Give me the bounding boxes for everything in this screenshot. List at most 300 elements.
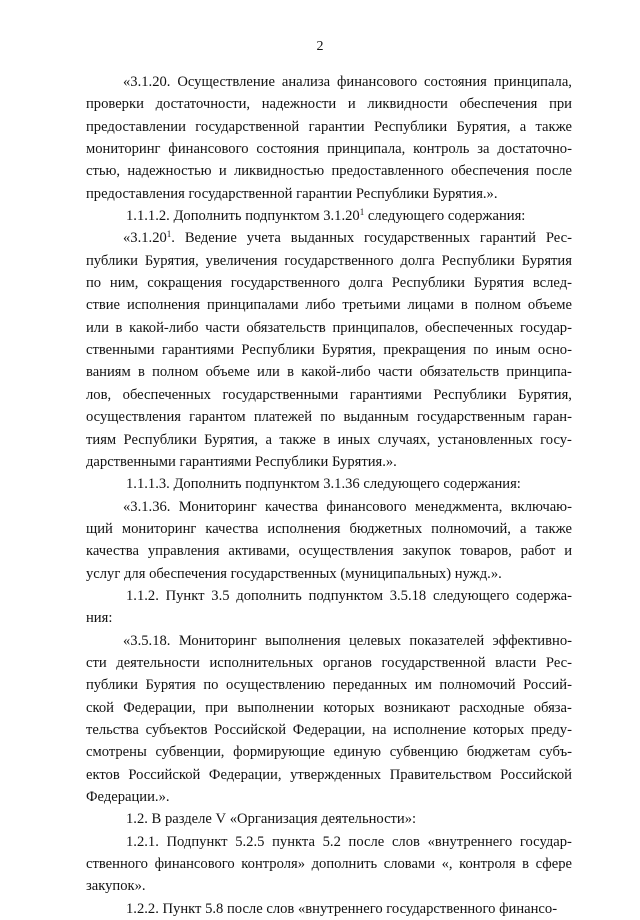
word: ваниям [86,364,131,381]
word: «3.1.36. [123,498,171,515]
word: управления [147,543,220,560]
word: надежности [261,96,337,113]
word: Российской [128,766,201,783]
word: 1.2.1. [126,833,159,850]
word: дополнить [311,856,378,873]
word: государственным [416,409,525,426]
word: «внутреннего [427,833,513,850]
word: а [265,431,272,448]
word: контроля [459,856,516,873]
word: исполнительных [209,654,314,671]
word: единую [333,744,382,761]
paragraph-p-3-1-20 [86,71,572,205]
word: за [477,141,490,158]
word: по [320,409,336,426]
text-line [86,406,572,428]
word: дополнить [236,587,302,604]
text-line [86,518,572,540]
text-line [86,160,572,182]
word: органов [322,654,372,671]
word: подпунктом [308,587,383,604]
word: государственными [222,386,339,403]
word: Мониторинг [178,632,257,649]
word: Бурятия [473,275,525,292]
word: сфере [535,856,572,873]
word: контроля» [241,856,306,873]
word: Рес- [545,230,572,247]
paragraph-p-1-1-1-3 [86,473,572,495]
word: качества [86,543,139,560]
word: Рес- [545,654,572,671]
word: осно- [537,342,572,359]
word: либо [305,297,336,314]
word: следующего [367,208,445,225]
word: осуществления [298,543,394,560]
word: ственного [86,856,148,873]
word: эффективно- [492,632,572,649]
word: показателей [409,632,485,649]
word: ствие [86,297,121,314]
word: деятельности [116,654,200,671]
word: бюджетных [349,520,423,537]
word: слов [266,900,295,917]
word: и [218,163,227,180]
word: государственных [230,565,337,582]
word: Бурятия.». [432,185,498,202]
word: государственных [364,230,471,247]
text-line [86,384,572,406]
paragraph-p-1-1-2 [86,585,572,630]
text-line [86,898,572,920]
word: Республики [391,275,465,292]
word: 5.2.5 [235,833,265,850]
text-line [86,674,572,696]
word: 3.1.36 [323,476,360,493]
word: V [215,811,227,828]
text-line [86,741,572,763]
word: качества [265,498,319,515]
paragraph-p-3-1-36 [86,496,572,585]
word: для [124,565,146,582]
word: Подпункт [166,833,228,850]
text-line [86,473,572,495]
word: гарантом [189,409,246,426]
text-line [86,563,572,585]
word: финансового [168,141,249,158]
word: сти [86,654,107,671]
text-line [86,496,572,518]
word: словами [383,856,436,873]
word: полном [474,297,521,314]
word: лицами [407,297,454,314]
word: государственной [188,185,293,202]
word: Пункт [165,587,205,604]
text-line [86,339,572,361]
word: иных [337,431,371,448]
word: Бурятия.». [332,453,397,470]
word: ской [86,699,114,716]
word: Бурятия, [518,386,572,403]
word: формирующие [233,744,325,761]
word: финансового [326,498,407,515]
word: также [279,431,316,448]
word: ликвидностью [233,163,325,180]
word: субъ- [539,744,572,761]
word: принципала, [327,141,406,158]
word: ним, [109,275,139,292]
word: Бурятия [521,252,572,269]
text-line [86,138,572,160]
word: Пункт [162,900,202,917]
word: а [519,118,527,135]
word: разделе [164,811,212,828]
word: исполнения [126,297,201,314]
word: содержа- [516,587,572,604]
word: части [377,364,413,381]
word: ектов [86,766,120,783]
word: долга [400,252,435,269]
word: обеспечения [459,96,538,113]
word: щий [86,520,113,537]
word: выданным [343,409,409,426]
word: им [414,677,432,694]
word: расходные [459,699,525,716]
text-line [86,227,572,249]
text-line [86,116,572,138]
word: гарантиями [349,386,422,403]
word: которых [472,721,525,738]
word: по [473,342,489,359]
word: гарантии [296,185,353,202]
word: предоставления [86,185,185,202]
word: после [348,833,385,850]
word: обязательств [419,364,500,381]
word: при [549,96,572,113]
word: субвенцию [389,744,459,761]
word: ственными [86,342,155,359]
word: надежностью [127,163,212,180]
word: полном [152,364,199,381]
word: финансового [154,856,235,873]
text-line [86,317,572,339]
word: субвенции, [155,744,225,761]
word: полномочий, [431,520,511,537]
word: или [86,319,109,336]
word: гарантиями [162,342,235,359]
word: тиям [86,431,117,448]
word: Россий- [523,677,572,694]
word: исполнения [267,520,341,537]
word: обеспечения [149,565,227,582]
word: товаров, [459,543,512,560]
word: включаю- [510,498,572,515]
word: установленных [437,431,533,448]
word: государственной [195,118,300,135]
word: состояния [424,74,487,90]
word: 3.1.20$^1$ [323,207,365,225]
word: иным [495,342,531,359]
text-line [86,71,572,93]
word: (муниципальных) [340,565,452,582]
word: целевых [349,632,402,649]
word: прекращения [383,342,466,359]
word: гарантии [308,118,365,135]
word: осуществлению [226,677,326,694]
word: в [137,364,145,381]
word: обяза- [533,699,572,716]
word: деятельности»: [321,811,417,828]
word: мониторинг [121,520,197,537]
word: преду- [530,721,572,738]
word: и [564,543,572,560]
word: государ- [519,319,572,336]
word: Ведение [184,230,237,247]
word: государственного [230,275,340,292]
text-line [86,786,572,808]
word: какой-либо [129,319,199,336]
word: финансо- [499,900,558,917]
text-line [86,697,572,719]
word: государственного [386,900,496,917]
word: качества [205,520,259,537]
word: 5.2 [322,833,341,850]
text-line [86,630,572,652]
word: анализа [281,74,331,90]
word: увеличения [205,252,278,269]
word: 5.8 [205,900,224,917]
word: Республики [355,185,430,202]
word: Республики [123,431,197,448]
word: выполнения [265,632,341,649]
text-line [86,652,572,674]
text-line [86,540,572,562]
word: 1.2.2. [126,900,159,917]
word: учета [246,230,281,247]
word: Республики [373,118,448,135]
word: Республики [241,342,315,359]
word: дарственными [86,453,176,470]
word: услуг [86,565,121,582]
word: объеме [205,364,250,381]
word: также [535,118,572,135]
word: «внутреннего [297,900,383,917]
word: полномочий [439,677,516,694]
word: при [205,699,229,716]
text-line [86,183,572,205]
word: государственного [284,252,394,269]
word: Правительством [389,766,492,783]
text-line [86,250,572,272]
text-line [86,719,572,741]
word: Бурятия [145,677,196,694]
text-line [86,451,572,473]
word: «3.1.20$^1$. [123,229,175,247]
word: вслед- [532,275,572,292]
word: Российской [214,721,287,738]
word: исполнение [393,721,467,738]
word: Федерации, [208,766,282,783]
word: государственной [381,654,486,671]
word: осуществления [86,409,181,426]
word: субъектов [145,721,208,738]
word: Бурятия, [322,342,376,359]
word: в [287,364,295,381]
word: Федерации, [123,699,196,716]
text-line [86,764,572,786]
word: 1.1.2. [126,587,159,604]
word: 3.5.18 [389,587,427,604]
word: содержания: [447,208,526,225]
word: обеспеченных [425,319,514,336]
word: менеджмента, [414,498,503,515]
word: долга [348,275,383,292]
word: В [151,811,162,828]
word: достаточно- [497,141,572,158]
word: в [460,297,468,314]
word: «3.1.20. [123,74,171,90]
word: Федерации, [292,721,366,738]
text-line [86,294,572,316]
word: состояния [256,141,320,158]
word: ния: [86,610,113,627]
word: какой-либо [301,364,371,381]
word: Дополнить [173,476,242,493]
word: Республики [433,386,507,403]
word: по [86,275,102,292]
word: контроль [413,141,470,158]
word: на [372,721,387,738]
word: слов [391,833,420,850]
word: принципала, [493,74,572,90]
word: Республики [441,252,515,269]
word: третьими [342,297,401,314]
word: Бурятия, [456,118,511,135]
word: 3.5 [211,587,230,604]
document-body [86,71,572,920]
word: «, [441,856,453,873]
word: мониторинг [86,141,161,158]
word: публики [86,677,138,694]
word: или [256,364,280,381]
text-line [86,875,572,897]
word: утвержденных [290,766,382,783]
word: Дополнить [173,208,242,225]
word: после [536,163,572,180]
word: части [205,319,240,336]
word: Бурятия, [144,252,199,269]
word: Республики [255,453,329,470]
word: активами, [228,543,290,560]
word: следующего [363,476,440,493]
word: содержания: [443,476,521,493]
word: 1.1.1.2. [126,208,170,225]
word: возникают [383,699,450,716]
paragraph-p-1-2 [86,808,572,830]
word: Мониторинг [178,498,257,515]
word: гарантиями [179,453,252,470]
word: смотрены [86,744,147,761]
word: подпунктом [245,208,320,225]
word: платежей [253,409,313,426]
text-line [86,93,572,115]
word: подпунктом [245,476,320,493]
paragraph-p-3-1-20-1 [86,227,572,473]
word: ликвидности [367,96,448,113]
word: принципа- [506,364,572,381]
word: проверки [86,96,144,113]
text-line [86,361,572,383]
word: гаран- [533,409,572,426]
paragraph-p-1-2-1 [86,831,572,898]
word: государ- [519,833,572,850]
word: 1.2. [126,811,148,828]
word: сокращения [147,275,222,292]
text-line [86,272,572,294]
word: закупок». [86,878,146,895]
word: выполнении [237,699,314,716]
word: после [226,900,263,917]
word: случаях, [377,431,431,448]
word: работ [520,543,556,560]
word: гарантий [479,230,536,247]
word: в [115,319,123,336]
word: Российской [500,766,572,783]
word: публики [86,252,138,269]
word: Осуществление [177,74,275,90]
word: принципалов, [332,319,419,336]
page-number: 2 [316,39,324,54]
word: по [203,677,219,694]
word: а [519,520,527,537]
text-line [86,808,572,830]
paragraph-p-1-1-1-2 [86,205,572,227]
text-line [86,831,572,853]
word: «Организация [229,811,318,828]
word: закупок [402,543,452,560]
word: в [522,856,530,873]
word: лов, [86,386,112,403]
word: предоставлении [86,118,186,135]
word: Бурятия, [204,431,259,448]
word: «3.5.18. [123,632,171,649]
word: стью, [86,163,121,180]
paragraph-p-1-2-2 [86,898,572,920]
word: обязательств [246,319,326,336]
word: финансового [336,74,418,90]
word: тельства [86,721,139,738]
word: предоставленного [331,163,444,180]
text-line [86,607,572,629]
word: в [323,431,331,448]
word: также [535,520,572,537]
word: бюджетам [466,744,531,761]
word: принципалами [207,297,299,314]
text-line [86,853,572,875]
paragraph-p-3-5-18 [86,630,572,809]
word: Федерации.». [86,789,170,805]
word: госу- [540,431,572,448]
word: и [347,96,356,113]
text-line [86,205,572,227]
word: пункта [272,833,315,850]
word: власти [495,654,537,671]
word: нужд.». [454,565,502,582]
word: следующего [432,587,510,604]
word: выданных [290,230,355,247]
word: переданных [332,677,408,694]
word: которых [323,699,375,716]
word: обеспечения [451,163,529,180]
